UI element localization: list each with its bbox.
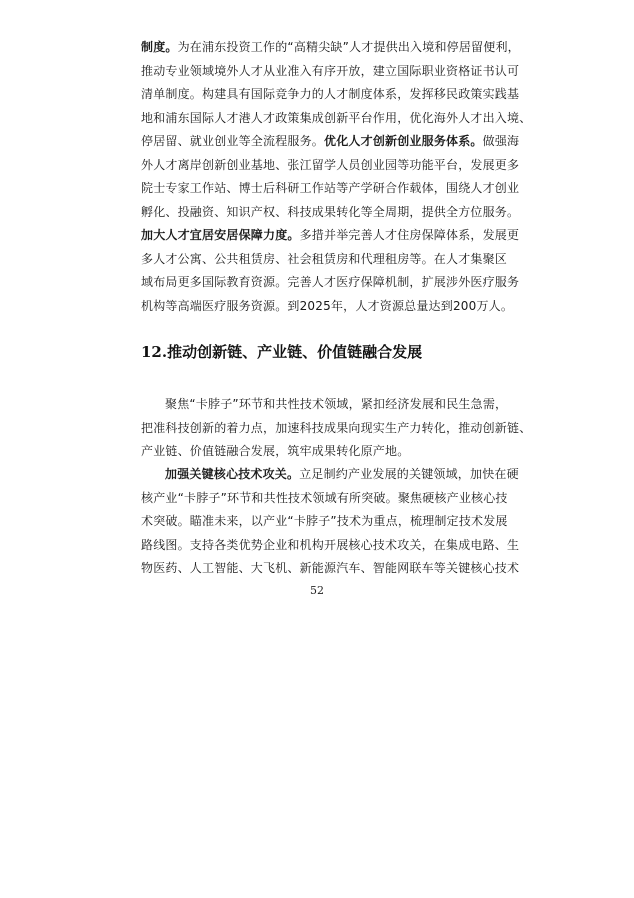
text-line <box>141 224 520 248</box>
talent-policy-paragraph <box>141 36 532 318</box>
bold-lead-text: 加强关键核心技术攻关。 <box>165 467 300 481</box>
text-line: 路线图。支持各类优势企业和机构开展核心技术攻关，在集成电路、生 <box>141 537 520 552</box>
text-line: 机构等高端医疗服务资源。到2025年，人才资源总量达到200万人。 <box>141 298 514 313</box>
section-heading <box>141 340 422 364</box>
body-text: 为在浦东投资工作的“高精尖缺”人才提供出入境和停居留便利， <box>177 40 520 54</box>
text-line: 地和浦东国际人才港人才政策集成创新平台作用，优化海外人才出入境、 <box>141 110 532 125</box>
intro-paragraph <box>141 393 532 464</box>
body-text: 立足制约产业发展的关键领域，加快在硬 <box>299 467 519 481</box>
text-line: 清单制度。构建具有国际竞争力的人才制度体系，发挥移民政策实践基 <box>141 87 520 101</box>
core-tech-paragraph <box>141 463 520 581</box>
text-line <box>141 130 520 154</box>
text-line: 聚焦“卡脖子”环节和共性技术领域，紧扣经济发展和民生急需， <box>165 397 508 411</box>
text-line: 产业链、价值链融合发展，筑牢成果转化原产地。 <box>141 444 410 458</box>
text-line: 多人才公寓、公共租赁房、社会租赁房和代理租房等。在人才集聚区 <box>141 251 508 266</box>
text-line: 把准科技创新的着力点，加速科技成果向现实生产力转化，推动创新链、 <box>141 420 532 435</box>
body-text: 做强海 <box>482 134 520 148</box>
bold-lead-text: 加大人才宜居安居保障力度。 <box>141 228 300 242</box>
body-text: 多措并举完善人才住房保障体系，发展更 <box>299 228 520 242</box>
text-line <box>141 463 519 487</box>
text-line: 核产业“卡脖子”环节和共性技术领域有所突破。聚焦硬核产业核心技 <box>141 490 508 505</box>
body-text: 停居留、就业创业等全流程服务。 <box>141 134 325 148</box>
bold-lead-text: 制度。 <box>141 40 178 54</box>
text-line: 推动专业领域境外人才从业准入有序开放，建立国际职业资格证书认可 <box>141 63 520 78</box>
text-line: 外人才离岸创新创业基地、张江留学人员创业园等功能平台，发展更多 <box>141 157 520 172</box>
text-line: 院士专家工作站、博士后科研工作站等产学研合作载体，围绕人才创业 <box>141 181 520 195</box>
text-line: 物医药、人工智能、大飞机、新能源汽车、智能网联车等关键核心技术 <box>141 561 520 575</box>
text-line <box>141 36 520 60</box>
page-number: 52 <box>310 584 324 597</box>
section-title: 推动创新链、产业链、价值链融合发展 <box>167 343 423 361</box>
text-line: 孵化、投融资、知识产权、科技成果转化等全周期，提供全方位服务。 <box>141 204 520 219</box>
text-line: 域布局更多国际教育资源。完善人才医疗保障机制，扩展涉外医疗服务 <box>141 275 520 289</box>
bold-lead-text: 优化人才创新创业服务体系。 <box>324 134 483 148</box>
text-line: 术突破。瞄准未来，以产业“卡脖子”技术为重点，梳理制定技术发展 <box>141 514 508 528</box>
section-number: 12. <box>141 343 168 361</box>
